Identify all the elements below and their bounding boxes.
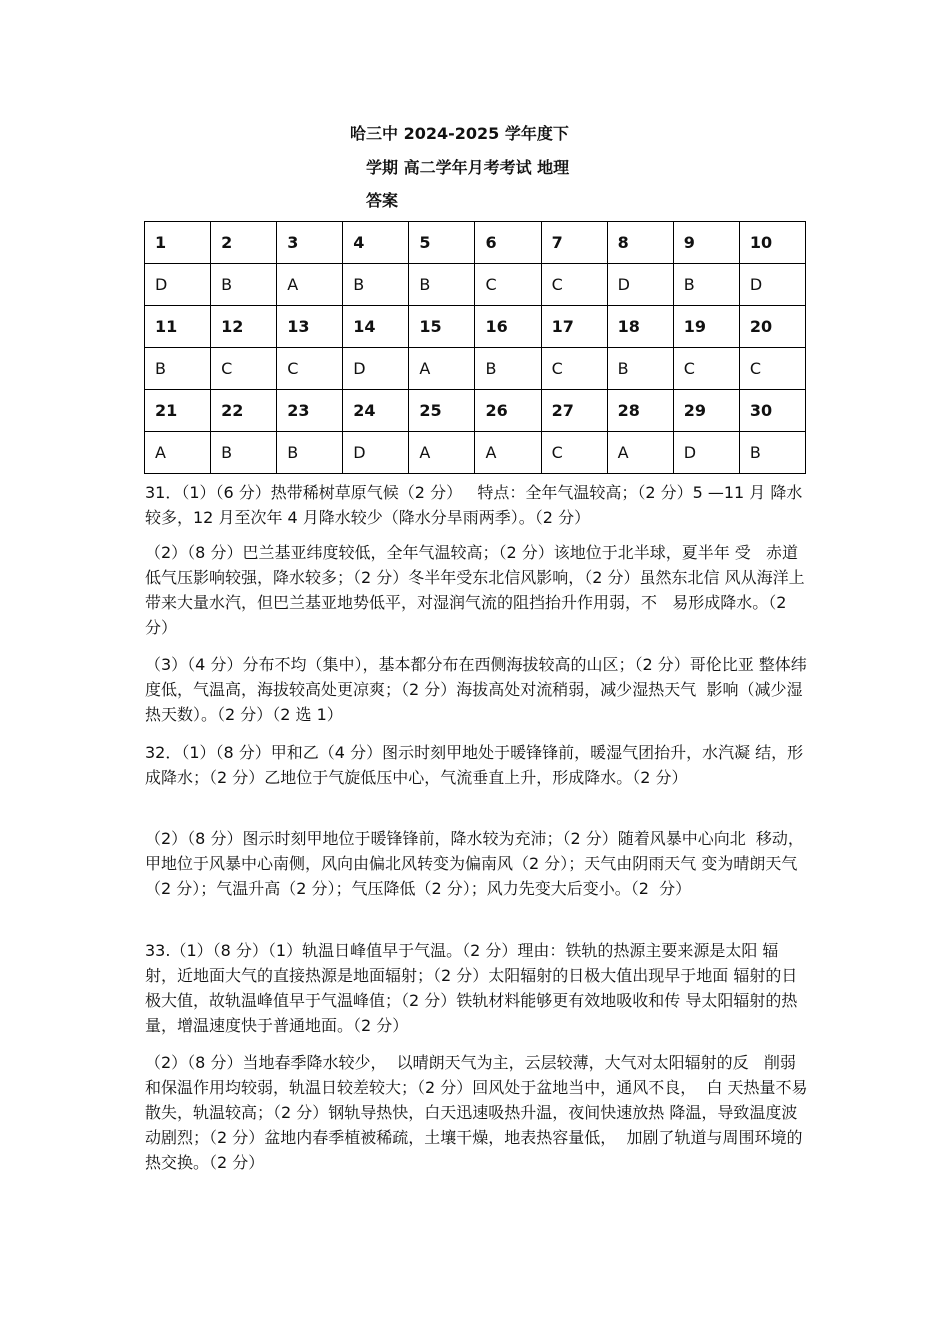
q31-part3: （3）（4 分）分布不均（集中），基本都分布在西侧海拔较高的山区；（2 分）哥伦比亚 整体纬度低，气温高，海拔较高处更凉爽；（2 分）海拔高处对流稍弱，减少湿热天气 影响（减少湿热天数）。（2 分）（2 选 1） <box>145 655 807 724</box>
question-number-cell: 20 <box>739 306 805 348</box>
question-number-cell: 21 <box>145 390 211 432</box>
answer-heading: 答案 <box>366 191 399 210</box>
question-number-cell: 25 <box>409 390 475 432</box>
q33-part2: （2）（8 分）当地春季降水较少， 以晴朗天气为主，云层较薄，大气对太阳辐射的反 削弱和保温作用均较弱，轨温日较差较大；（2 分）回风处于盆地当中，通风不良， 白 天热量不易散失，轨温较高；（2 分）钢轨导热快，白天迅速吸热升温，夜间快速放热 降温，导致温度波动剧烈；（2 分）盆地内春季植被稀疏，土壤干燥，地表热容量低， 加剧了轨道与周围环境的热交换。（2 分） <box>145 1053 808 1172</box>
question-number-cell: 13 <box>277 306 343 348</box>
answer-cell: C <box>541 264 607 306</box>
question-number-cell: 23 <box>277 390 343 432</box>
answer-table <box>144 221 806 474</box>
q31-part1: 31．（1）（6 分）热带稀树草原气候（2 分） 特点：全年气温较高；（2 分）5 —11 月 降水较多，12 月至次年 4 月降水较少（降水分旱雨两季）。（2 分） <box>145 483 803 527</box>
question-number-cell: 24 <box>343 390 409 432</box>
answer-row <box>145 432 806 474</box>
question-number-cell: 28 <box>607 390 673 432</box>
answer-cell: B <box>145 348 211 390</box>
question-number-cell: 17 <box>541 306 607 348</box>
question-number-cell: 7 <box>541 222 607 264</box>
answer-cell: D <box>607 264 673 306</box>
question-number-cell: 8 <box>607 222 673 264</box>
question-number-cell: 3 <box>277 222 343 264</box>
q32-part1: 32．（1）（8 分）甲和乙（4 分）图示时刻甲地处于暖锋锋前，暖湿气团抬升，水汽凝 结，形成降水；（2 分）乙地位于气旋低压中心，气流垂直上升，形成降水。（2 分） <box>145 743 804 787</box>
question-number-row <box>145 390 806 432</box>
answer-row <box>145 264 806 306</box>
answer-cell: B <box>343 264 409 306</box>
answer-cell: D <box>343 432 409 474</box>
answer-cell: D <box>343 348 409 390</box>
answer-cell: B <box>607 348 673 390</box>
answer-cell: D <box>145 264 211 306</box>
question-number-cell: 22 <box>211 390 277 432</box>
answer-cell: B <box>673 264 739 306</box>
answer-cell: C <box>673 348 739 390</box>
answer-cell: C <box>211 348 277 390</box>
answer-cell: D <box>739 264 805 306</box>
answer-cell: A <box>475 432 541 474</box>
question-number-cell: 27 <box>541 390 607 432</box>
q32-part2: （2）（8 分）图示时刻甲地位于暖锋锋前，降水较为充沛；（2 分）随着风暴中心向北 移动，甲地位于风暴中心南侧，风向由偏北风转变为偏南风（2 分）；天气由阴雨天气 变为晴朗天气（2 分）；气温升高（2 分）；气压降低（2 分）；风力先变大后变小。（2 分） <box>145 829 804 898</box>
page-title: 哈三中 2024-2025 学年度下 <box>350 124 569 143</box>
answer-cell: C <box>739 348 805 390</box>
answer-cell: B <box>277 432 343 474</box>
answer-cell: B <box>211 264 277 306</box>
answer-cell: C <box>541 432 607 474</box>
answer-cell: D <box>673 432 739 474</box>
answer-cell: A <box>409 432 475 474</box>
question-number-cell: 30 <box>739 390 805 432</box>
answer-cell: A <box>145 432 211 474</box>
question-number-cell: 9 <box>673 222 739 264</box>
page-subtitle: 学期 高二学年月考考试 地理 <box>366 158 570 177</box>
answer-cell: B <box>475 348 541 390</box>
answer-cell: A <box>607 432 673 474</box>
question-number-cell: 12 <box>211 306 277 348</box>
q33-part1: 33.（1）（8 分）（1）轨温日峰值早于气温。（2 分）理由：铁轨的热源主要来源是太阳 辐射，近地面大气的直接热源是地面辐射；（2 分）太阳辐射的日极大值出现早于地面 辐射的日极大值，故轨温峰值早于气温峰值；（2 分）铁轨材料能够更有效地吸收和传 导太阳辐射的热量，增温速度快于普通地面。（2 分） <box>145 941 798 1035</box>
question-number-cell: 2 <box>211 222 277 264</box>
answer-cell: C <box>277 348 343 390</box>
question-number-cell: 16 <box>475 306 541 348</box>
answer-cell: C <box>541 348 607 390</box>
question-number-cell: 10 <box>739 222 805 264</box>
q31-part2: （2）（8 分）巴兰基亚纬度较低，全年气温较高；（2 分）该地位于北半球，夏半年 受 赤道低气压影响较强，降水较多；（2 分）冬半年受东北信风影响，（2 分）虽然东北信 风从海洋上带来大量水汽，但巴兰基亚地势低平，对湿润气流的阻挡抬升作用弱，不 易形成降水。（2 分） <box>145 543 805 637</box>
question-number-cell: 15 <box>409 306 475 348</box>
question-number-cell: 6 <box>475 222 541 264</box>
question-number-cell: 5 <box>409 222 475 264</box>
question-number-cell: 14 <box>343 306 409 348</box>
question-number-row <box>145 222 806 264</box>
question-number-cell: 4 <box>343 222 409 264</box>
answer-cell: C <box>475 264 541 306</box>
answer-cell: B <box>739 432 805 474</box>
question-number-row <box>145 306 806 348</box>
answer-cell: A <box>277 264 343 306</box>
question-number-cell: 1 <box>145 222 211 264</box>
question-number-cell: 26 <box>475 390 541 432</box>
question-number-cell: 19 <box>673 306 739 348</box>
question-number-cell: 29 <box>673 390 739 432</box>
question-number-cell: 18 <box>607 306 673 348</box>
answer-cell: A <box>409 348 475 390</box>
answer-cell: B <box>211 432 277 474</box>
answer-cell: B <box>409 264 475 306</box>
answer-row <box>145 348 806 390</box>
question-number-cell: 11 <box>145 306 211 348</box>
